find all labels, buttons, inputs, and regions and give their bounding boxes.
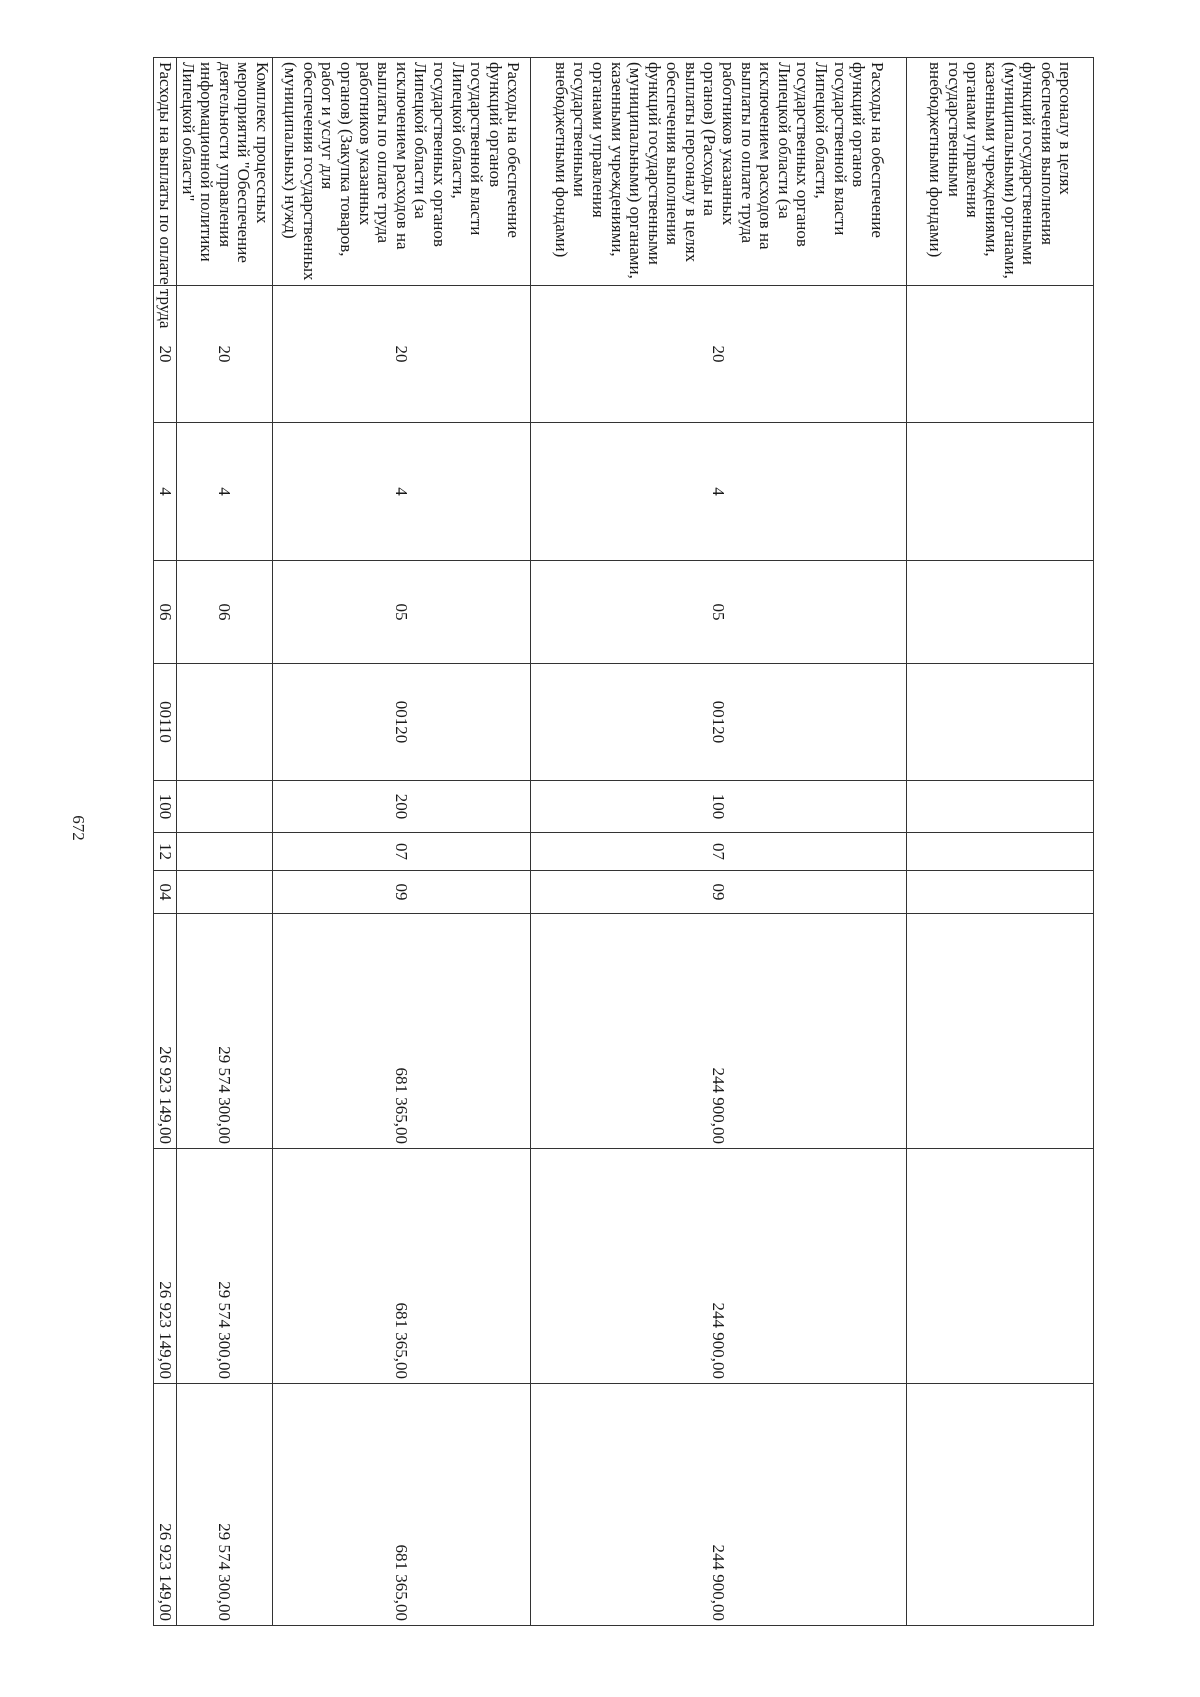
amount-cell: 29 574 300,00 [177, 1149, 273, 1384]
amount-cell [907, 914, 1094, 1149]
amount-cell: 244 900,00 [531, 1149, 907, 1384]
amount-cell: 681 365,00 [273, 1384, 531, 1626]
amount-cell: 26 923 149,00 [154, 1384, 177, 1626]
code-cell: 00120 [273, 664, 531, 781]
code-cell: 07 [273, 833, 531, 871]
code-cell: 09 [273, 871, 531, 914]
table-row [531, 58, 907, 1626]
code-cell: 20 [154, 286, 177, 423]
code-cell: 4 [531, 423, 907, 561]
code-cell [907, 664, 1094, 781]
table-row [177, 58, 273, 1626]
code-cell: 20 [177, 286, 273, 423]
code-cell: 4 [273, 423, 531, 561]
code-cell: 06 [154, 561, 177, 664]
code-cell: 00120 [531, 664, 907, 781]
table-row [907, 58, 1094, 1626]
row-description: Расходы на обеспечение функций органов государственной власти Липецкой области, государственных органов Липецкой области (за исключением расходов на выплаты по оплате труда работников указанных органов) (Закупка товаров, работ и услуг для обеспечения государственных (муниципальных) нужд) [273, 58, 531, 286]
code-cell: 06 [177, 561, 273, 664]
row-description: Расходы на обеспечение функций органов государственной власти Липецкой области, государственных органов Липецкой области (за исключением расходов на выплаты по оплате труда работников указанных органов) (Расходы на выплаты персоналу в целях обеспечения выполнения функций государственными (муниципальными) органами, казенными учреждениями, органами управления государственными внебюджетными фондами) [531, 58, 907, 286]
code-cell: 09 [531, 871, 907, 914]
amount-cell: 681 365,00 [273, 1149, 531, 1384]
amount-cell: 29 574 300,00 [177, 914, 273, 1149]
code-cell: 200 [273, 781, 531, 833]
row-description: Комплекс процессных мероприятий "Обеспечение деятельности управления информационной политики Липецкой области" [177, 58, 273, 286]
amount-cell: 26 923 149,00 [154, 914, 177, 1149]
page-number: 672 [69, 815, 88, 841]
code-cell: 20 [531, 286, 907, 423]
amount-cell: 244 900,00 [531, 1384, 907, 1626]
code-cell: 04 [154, 871, 177, 914]
code-cell [177, 664, 273, 781]
amount-cell [907, 1149, 1094, 1384]
amount-cell: 26 923 149,00 [154, 1149, 177, 1384]
code-cell: 100 [531, 781, 907, 833]
code-cell: 05 [531, 561, 907, 664]
code-cell: 05 [273, 561, 531, 664]
table-row [273, 58, 531, 1626]
code-cell [907, 781, 1094, 833]
amount-cell: 244 900,00 [531, 914, 907, 1149]
budget-table-container [154, 57, 1094, 1625]
code-cell [907, 286, 1094, 423]
code-cell: 07 [531, 833, 907, 871]
code-cell: 00110 [154, 664, 177, 781]
code-cell: 20 [273, 286, 531, 423]
code-cell [177, 871, 273, 914]
code-cell [907, 561, 1094, 664]
code-cell: 4 [177, 423, 273, 561]
code-cell [177, 833, 273, 871]
code-cell [907, 833, 1094, 871]
table-row [154, 58, 177, 1626]
code-cell: 12 [154, 833, 177, 871]
code-cell [907, 871, 1094, 914]
budget-table [153, 57, 1094, 1626]
code-cell [177, 781, 273, 833]
amount-cell [907, 1384, 1094, 1626]
code-cell: 4 [154, 423, 177, 561]
amount-cell: 681 365,00 [273, 914, 531, 1149]
code-cell: 100 [154, 781, 177, 833]
row-description: персоналу в целях обеспечения выполнения функций государственными (муниципальными) органами, казенными учреждениями, органами управления государственными внебюджетными фондами) [907, 58, 1094, 286]
row-description: Расходы на выплаты по оплате труда [154, 58, 177, 286]
code-cell [907, 423, 1094, 561]
amount-cell: 29 574 300,00 [177, 1384, 273, 1626]
